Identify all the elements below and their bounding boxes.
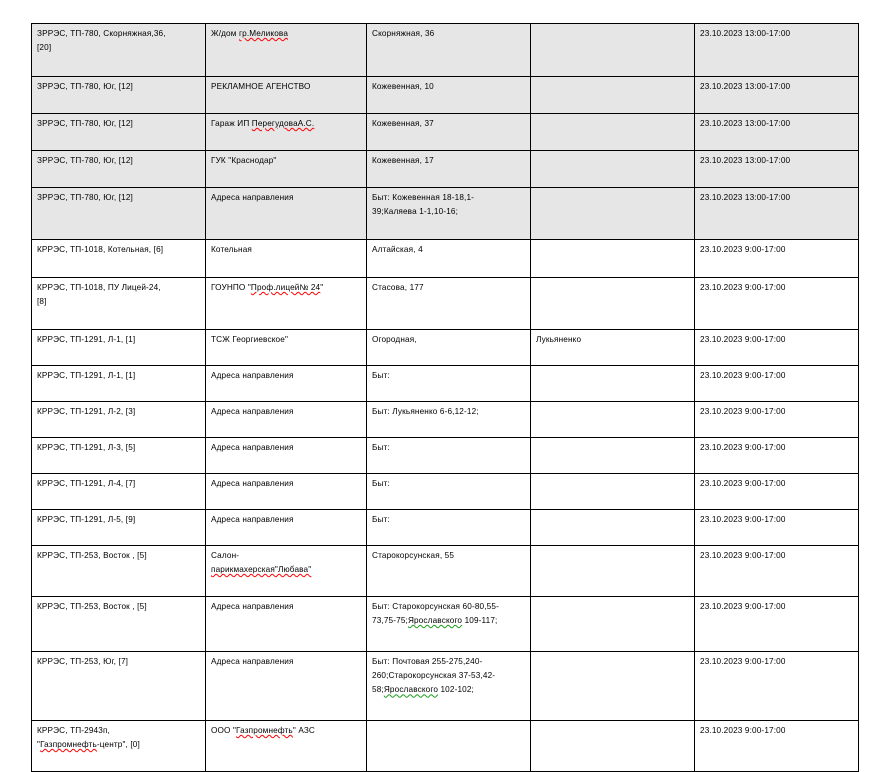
- cell-substation: КРРЭС, ТП-1291, Л-1, [1]: [32, 330, 206, 366]
- address-line-2: 260;Старокорсунская 37-53,42-: [372, 671, 496, 681]
- consumer-line-2-misspelled: парикмахерская"Любава": [211, 565, 312, 575]
- consumer-misspelled: ПерегудоваА.С.: [251, 119, 315, 128]
- consumer-misspelled: Проф.лицей№ 24: [250, 283, 321, 292]
- cell-datetime: 23.10.2023 13:00-17:00: [695, 24, 859, 77]
- address-text-post: 102-102;: [438, 685, 474, 695]
- cell-substation: КРРЭС, ТП-1291, Л-1, [1]: [32, 366, 206, 402]
- cell-extra: [531, 24, 695, 77]
- cell-substation: ЗРРЭС, ТП-780, Юг, [12]: [32, 188, 206, 240]
- cell-datetime: 23.10.2023 13:00-17:00: [695, 77, 859, 114]
- cell-address: [367, 597, 531, 652]
- cell-substation: КРРЭС, ТП-1291, Л-5, [9]: [32, 510, 206, 546]
- cell-substation: ЗРРЭС, ТП-780, Юг, [12]: [32, 77, 206, 114]
- cell-address: Быт: Лукьяненко 6-6,12-12;: [367, 402, 531, 438]
- outage-schedule-table: [31, 23, 859, 772]
- address-line-2: [372, 614, 526, 628]
- substation-line-2: [8]: [37, 297, 47, 307]
- address-line-1: Быт: Почтовая 255-275,240-: [372, 657, 483, 666]
- consumer-line-1: Салон-: [211, 551, 240, 560]
- cell-extra: [531, 366, 695, 402]
- table-row: [32, 438, 859, 474]
- table-row: [32, 151, 859, 188]
- consumer-text-post: " АЗС: [292, 726, 315, 735]
- substation-misspelled: Газпромнефть: [40, 740, 97, 750]
- cell-datetime: 23.10.2023 9:00-17:00: [695, 438, 859, 474]
- address-line-3: [372, 683, 526, 697]
- cell-datetime: 23.10.2023 13:00-17:00: [695, 151, 859, 188]
- cell-datetime: 23.10.2023 9:00-17:00: [695, 278, 859, 330]
- substation-line-2: [37, 738, 201, 752]
- substation-text-post: -центр", [0]: [96, 740, 140, 750]
- consumer-misspelled: Газпромнефть: [236, 726, 293, 735]
- cell-extra: [531, 546, 695, 597]
- cell-extra: [531, 474, 695, 510]
- cell-consumer: Адреса направления: [206, 474, 367, 510]
- table-row: [32, 188, 859, 240]
- cell-address: [367, 188, 531, 240]
- cell-consumer: [206, 721, 367, 772]
- cell-substation: КРРЭС, ТП-1291, Л-3, [5]: [32, 438, 206, 474]
- table-row: [32, 721, 859, 772]
- cell-extra: [531, 240, 695, 278]
- cell-datetime: 23.10.2023 9:00-17:00: [695, 721, 859, 772]
- address-text: 73,75-75;: [372, 616, 408, 626]
- cell-extra: [531, 652, 695, 721]
- consumer-text: Ж/дом: [211, 29, 239, 38]
- cell-address: Быт:: [367, 366, 531, 402]
- table-row: [32, 330, 859, 366]
- address-line-1: Быт: Кожевенная 18-18,1-: [372, 193, 475, 202]
- consumer-misspelled: гр.Меликова: [238, 29, 289, 38]
- table-row: [32, 474, 859, 510]
- cell-address: Огородная,: [367, 330, 531, 366]
- cell-substation: КРРЭС, ТП-1291, Л-4, [7]: [32, 474, 206, 510]
- cell-extra: [531, 278, 695, 330]
- cell-substation: ЗРРЭС, ТП-780, Юг, [12]: [32, 114, 206, 151]
- consumer-text-post: ": [320, 283, 324, 292]
- cell-consumer: [206, 24, 367, 77]
- cell-consumer: [206, 546, 367, 597]
- table-row: [32, 402, 859, 438]
- cell-extra: [531, 188, 695, 240]
- substation-line-1: ЗРРЭС, ТП-780, Скорняжная,36,: [37, 29, 166, 38]
- cell-extra: [531, 438, 695, 474]
- table-row: [32, 114, 859, 151]
- cell-extra: [531, 402, 695, 438]
- table-row: [32, 597, 859, 652]
- substation-line-1: КРРЭС, ТП-2943п,: [37, 726, 110, 735]
- substation-line-2: [20]: [37, 43, 52, 53]
- cell-consumer: РЕКЛАМНОЕ АГЕНСТВО: [206, 77, 367, 114]
- cell-address: [367, 652, 531, 721]
- substation-text: ": [37, 740, 41, 750]
- cell-consumer: Адреса направления: [206, 402, 367, 438]
- cell-consumer: Адреса направления: [206, 438, 367, 474]
- cell-substation: КРРЭС, ТП-1291, Л-2, [3]: [32, 402, 206, 438]
- substation-line-1: КРРЭС, ТП-1018, ПУ Лицей-24,: [37, 283, 161, 292]
- cell-datetime: 23.10.2023 13:00-17:00: [695, 188, 859, 240]
- address-grammar-flag: Ярославского: [383, 685, 439, 695]
- cell-extra: [531, 151, 695, 188]
- cell-consumer: Адреса направления: [206, 366, 367, 402]
- table-row: [32, 366, 859, 402]
- cell-address: Старокорсунская, 55: [367, 546, 531, 597]
- address-line-2: 39;Каляева 1-1,10-16;: [372, 207, 459, 217]
- cell-consumer: ГУК "Краснодар": [206, 151, 367, 188]
- table-row: [32, 278, 859, 330]
- consumer-text: Гараж ИП: [211, 119, 252, 128]
- table-row: [32, 546, 859, 597]
- cell-address: Быт:: [367, 474, 531, 510]
- cell-consumer: ТСЖ Георгиевское": [206, 330, 367, 366]
- cell-address: Кожевенная, 10: [367, 77, 531, 114]
- cell-consumer: [206, 114, 367, 151]
- cell-address: Алтайская, 4: [367, 240, 531, 278]
- cell-substation: КРРЭС, ТП-253, Восток , [5]: [32, 546, 206, 597]
- cell-datetime: 23.10.2023 9:00-17:00: [695, 330, 859, 366]
- table-row: [32, 77, 859, 114]
- cell-address: Быт:: [367, 438, 531, 474]
- cell-substation: [32, 278, 206, 330]
- cell-address: [367, 721, 531, 772]
- cell-extra: [531, 114, 695, 151]
- cell-datetime: 23.10.2023 13:00-17:00: [695, 114, 859, 151]
- cell-extra: [531, 597, 695, 652]
- table-body: [32, 24, 859, 772]
- cell-consumer: Адреса направления: [206, 597, 367, 652]
- cell-substation: ЗРРЭС, ТП-780, Юг, [12]: [32, 151, 206, 188]
- cell-consumer: Адреса направления: [206, 510, 367, 546]
- cell-substation: КРРЭС, ТП-253, Юг, [7]: [32, 652, 206, 721]
- table-row: [32, 510, 859, 546]
- cell-datetime: 23.10.2023 9:00-17:00: [695, 402, 859, 438]
- table-row: [32, 24, 859, 77]
- cell-consumer: Адреса направления: [206, 188, 367, 240]
- consumer-text: ГОУНПО ": [211, 283, 251, 292]
- cell-extra: Лукьяненко: [531, 330, 695, 366]
- cell-substation: КРРЭС, ТП-1018, Котельная, [6]: [32, 240, 206, 278]
- cell-address: Стасова, 177: [367, 278, 531, 330]
- address-text: 58;: [372, 685, 384, 695]
- address-grammar-flag: Ярославского: [407, 616, 463, 626]
- cell-address: Быт:: [367, 510, 531, 546]
- cell-consumer: Адреса направления: [206, 652, 367, 721]
- cell-address: Скорняжная, 36: [367, 24, 531, 77]
- cell-substation: [32, 721, 206, 772]
- cell-address: Кожевенная, 37: [367, 114, 531, 151]
- outage-table-container: [31, 23, 858, 772]
- cell-datetime: 23.10.2023 9:00-17:00: [695, 510, 859, 546]
- cell-datetime: 23.10.2023 9:00-17:00: [695, 240, 859, 278]
- table-row: [32, 240, 859, 278]
- cell-extra: [531, 77, 695, 114]
- cell-datetime: 23.10.2023 9:00-17:00: [695, 546, 859, 597]
- address-line-1: Быт: Старокорсунская 60-80,55-: [372, 602, 499, 611]
- cell-datetime: 23.10.2023 9:00-17:00: [695, 597, 859, 652]
- cell-substation: [32, 24, 206, 77]
- cell-datetime: 23.10.2023 9:00-17:00: [695, 366, 859, 402]
- table-row: [32, 652, 859, 721]
- cell-consumer: [206, 278, 367, 330]
- cell-consumer: Котельная: [206, 240, 367, 278]
- address-text-post: 109-117;: [462, 616, 498, 626]
- cell-datetime: 23.10.2023 9:00-17:00: [695, 474, 859, 510]
- cell-extra: [531, 510, 695, 546]
- consumer-text: ООО ": [211, 726, 237, 735]
- cell-substation: КРРЭС, ТП-253, Восток , [5]: [32, 597, 206, 652]
- cell-datetime: 23.10.2023 9:00-17:00: [695, 652, 859, 721]
- cell-address: Кожевенная, 17: [367, 151, 531, 188]
- cell-extra: [531, 721, 695, 772]
